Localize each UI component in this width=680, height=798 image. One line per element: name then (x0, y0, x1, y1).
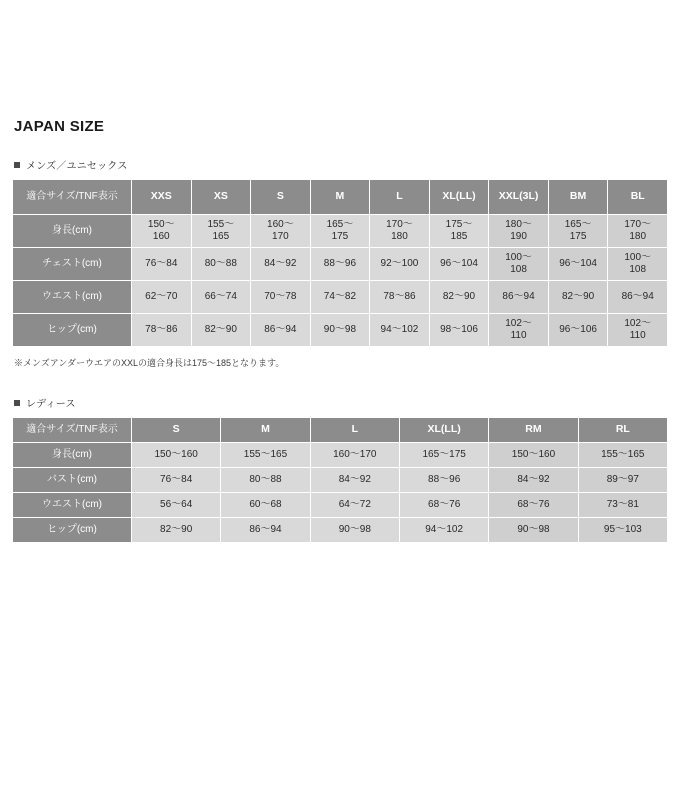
table-cell: 92〜100 (370, 248, 430, 281)
row-header: ヒップ(cm) (13, 314, 132, 347)
mens-note: ※メンズアンダーウエアのXXLの適合身長は175〜185となります。 (14, 358, 285, 368)
row-header: バスト(cm) (13, 468, 132, 493)
square-bullet-icon (14, 400, 20, 406)
table-cell: 96〜106 (548, 314, 608, 347)
table-cell: 82〜90 (429, 281, 489, 314)
row-header: ヒップ(cm) (13, 518, 132, 543)
table-cell: 100〜 108 (489, 248, 549, 281)
table-cell: 94〜102 (399, 518, 488, 543)
table-cell: 86〜94 (489, 281, 549, 314)
table-cell: 80〜88 (191, 248, 251, 281)
column-header-8: BM (548, 180, 608, 215)
table-cell: 82〜90 (132, 518, 221, 543)
table-cell: 150〜160 (132, 443, 221, 468)
table-cell: 66〜74 (191, 281, 251, 314)
table-row (13, 314, 668, 347)
size-chart-page (0, 118, 680, 798)
table-cell: 170〜 180 (370, 215, 430, 248)
table-row (13, 443, 668, 468)
table-row (13, 215, 668, 248)
column-header-6: RL (578, 418, 667, 443)
ladies-size-table (12, 417, 668, 543)
table-cell: 76〜84 (132, 248, 192, 281)
table-cell: 165〜 175 (310, 215, 370, 248)
table-cell: 78〜86 (132, 314, 192, 347)
table-cell: 89〜97 (578, 468, 667, 493)
mens-section-label (14, 157, 668, 172)
column-header-3: L (310, 418, 399, 443)
table-cell: 150〜160 (489, 443, 578, 468)
ladies-section-label (14, 395, 668, 410)
table-row (13, 518, 668, 543)
table-cell: 84〜92 (251, 248, 311, 281)
table-cell: 60〜68 (221, 493, 310, 518)
table-cell: 160〜 170 (251, 215, 311, 248)
mens-size-table (12, 179, 668, 347)
table-cell: 84〜92 (310, 468, 399, 493)
column-header-1: S (132, 418, 221, 443)
table-header-row (13, 180, 668, 215)
table-cell: 155〜165 (578, 443, 667, 468)
mens-section-label-text: メンズ／ユニセックス (26, 161, 128, 172)
ladies-section-label-text: レディース (26, 399, 76, 410)
table-cell: 95〜103 (578, 518, 667, 543)
table-cell: 86〜94 (608, 281, 668, 314)
table-cell: 100〜 108 (608, 248, 668, 281)
table-row (13, 281, 668, 314)
table-cell: 78〜86 (370, 281, 430, 314)
table-cell: 74〜82 (310, 281, 370, 314)
table-cell: 88〜96 (310, 248, 370, 281)
table-cell: 82〜90 (191, 314, 251, 347)
row-header: 身長(cm) (13, 215, 132, 248)
table-cell: 70〜78 (251, 281, 311, 314)
column-header-4: XL(LL) (399, 418, 488, 443)
mens-corner-header: 適合サイズ/TNF表示 (13, 180, 132, 215)
table-cell: 56〜64 (132, 493, 221, 518)
row-header: ウエスト(cm) (13, 281, 132, 314)
table-cell: 73〜81 (578, 493, 667, 518)
table-cell: 86〜94 (221, 518, 310, 543)
table-row (13, 493, 668, 518)
ladies-table-body (13, 443, 668, 543)
page-title: JAPAN SIZE (14, 118, 105, 135)
table-cell: 150〜 160 (132, 215, 192, 248)
table-cell: 155〜 165 (191, 215, 251, 248)
table-cell: 160〜170 (310, 443, 399, 468)
table-cell: 96〜104 (429, 248, 489, 281)
column-header-9: BL (608, 180, 668, 215)
table-cell: 88〜96 (399, 468, 488, 493)
column-header-1: XXS (132, 180, 192, 215)
column-header-4: M (310, 180, 370, 215)
table-cell: 102〜 110 (608, 314, 668, 347)
table-cell: 82〜90 (548, 281, 608, 314)
table-cell: 84〜92 (489, 468, 578, 493)
column-header-7: XXL(3L) (489, 180, 549, 215)
table-cell: 76〜84 (132, 468, 221, 493)
column-header-6: XL(LL) (429, 180, 489, 215)
table-cell: 96〜104 (548, 248, 608, 281)
table-cell: 62〜70 (132, 281, 192, 314)
table-cell: 64〜72 (310, 493, 399, 518)
table-cell: 94〜102 (370, 314, 430, 347)
table-cell: 155〜165 (221, 443, 310, 468)
table-cell: 170〜 180 (608, 215, 668, 248)
table-cell: 98〜106 (429, 314, 489, 347)
table-cell: 90〜98 (310, 518, 399, 543)
table-cell: 175〜 185 (429, 215, 489, 248)
row-header: チェスト(cm) (13, 248, 132, 281)
table-cell: 165〜175 (399, 443, 488, 468)
table-row (13, 248, 668, 281)
table-cell: 86〜94 (251, 314, 311, 347)
table-cell: 80〜88 (221, 468, 310, 493)
table-cell: 90〜98 (489, 518, 578, 543)
column-header-2: M (221, 418, 310, 443)
table-cell: 165〜 175 (548, 215, 608, 248)
row-header: 身長(cm) (13, 443, 132, 468)
column-header-2: XS (191, 180, 251, 215)
table-cell: 90〜98 (310, 314, 370, 347)
table-cell: 68〜76 (399, 493, 488, 518)
column-header-5: L (370, 180, 430, 215)
ladies-corner-header: 適合サイズ/TNF表示 (13, 418, 132, 443)
table-cell: 102〜 110 (489, 314, 549, 347)
table-cell: 180〜 190 (489, 215, 549, 248)
mens-table-body (13, 215, 668, 347)
table-row (13, 468, 668, 493)
table-header-row (13, 418, 668, 443)
column-header-5: RM (489, 418, 578, 443)
square-bullet-icon (14, 162, 20, 168)
row-header: ウエスト(cm) (13, 493, 132, 518)
table-cell: 68〜76 (489, 493, 578, 518)
column-header-3: S (251, 180, 311, 215)
